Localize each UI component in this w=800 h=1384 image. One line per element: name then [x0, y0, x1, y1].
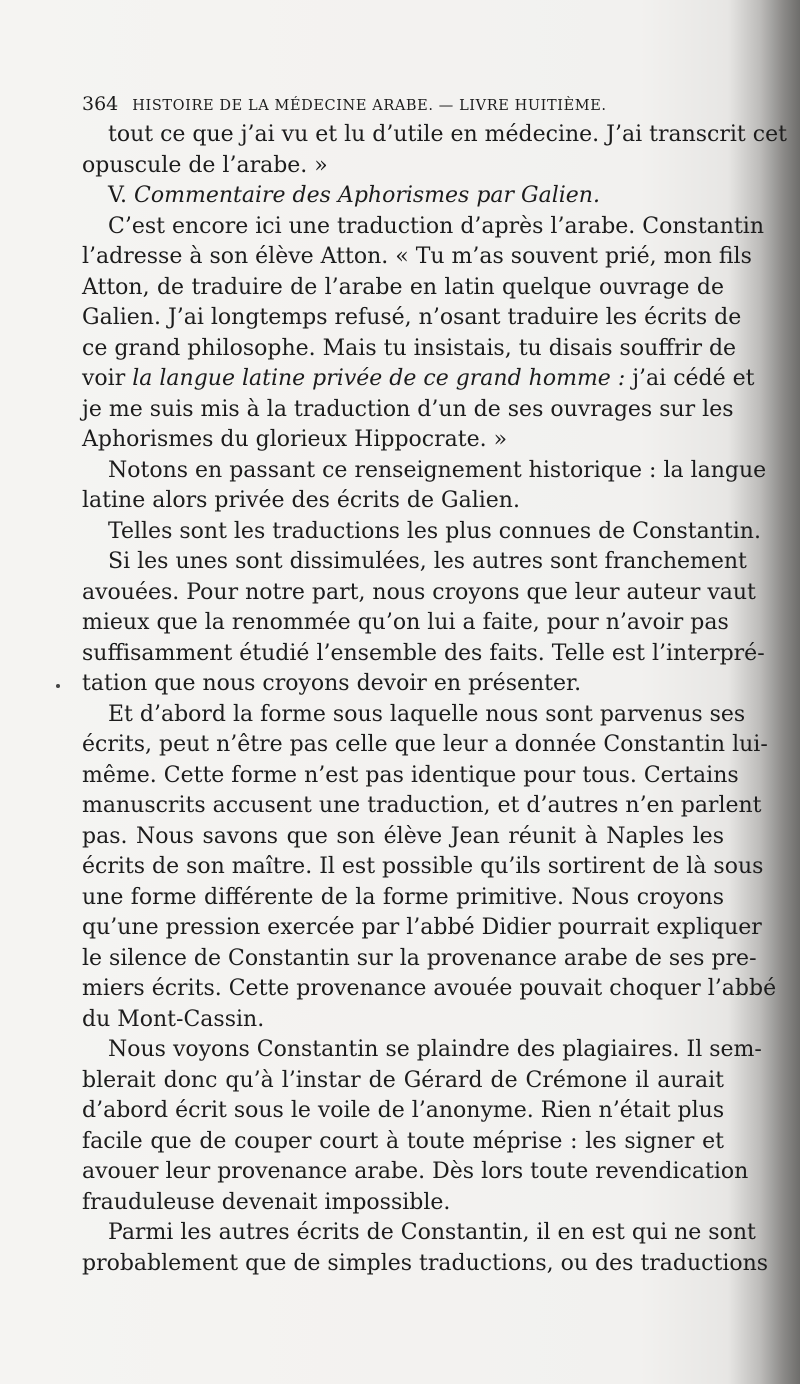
text-span: mieux que la renommée qu’on lui a faite, pour n’avoir pas [82, 610, 729, 635]
text-line [82, 883, 724, 914]
text-line [82, 242, 752, 273]
text-span: probablement que de simples traductions, ou des traductions [82, 1250, 769, 1276]
text-line [82, 913, 762, 944]
paragraph [82, 120, 787, 181]
text-span: Galien. J’ai longtemps refusé, n’osant traduire les écrits de [82, 305, 742, 330]
text-line [82, 700, 746, 731]
text-span: latine alors privée des écrits de Galien. [82, 488, 520, 513]
text-span: le silence de Constantin sur la provenance arabe de ses pre- [82, 945, 757, 971]
paragraph [82, 1218, 769, 1279]
text-line [82, 852, 764, 883]
text-span: Aphorismes du glorieux Hippocrate. » [82, 427, 508, 452]
running-title: HISTOIRE DE LA MÉDECINE ARABE. — LIVRE HUITIÈME. [132, 98, 607, 114]
text-span: écrits, peut n’être pas celle que leur a donnée Constantin lui- [82, 732, 768, 757]
text-line [82, 1218, 756, 1249]
text-span: Atton, de traduire de l’arabe en latin quelque ouvrage de [82, 274, 724, 300]
text-span: pas. Nous savons que son élève Jean réunit à Naples les [82, 823, 724, 849]
text-line [82, 1005, 724, 1036]
page-number: 364 [82, 93, 119, 115]
text-line [82, 1035, 762, 1066]
text-span: Notons en passant ce renseignement historique : la langue [108, 457, 767, 483]
text-span: avouer leur provenance arabe. Dès lors toute revendication [82, 1159, 749, 1184]
text-span: du Mont-Cassin. [82, 1006, 265, 1032]
text-span: ce grand philosophe. Mais tu insistais, tu disais souffrir de [82, 335, 737, 361]
text-line [82, 791, 762, 822]
text-line [82, 364, 755, 395]
text-span: frauduleuse devenait impossible. [82, 1189, 451, 1215]
text-span: manuscrits accusent une traduction, et d’autres n’en parlent [82, 793, 762, 818]
text-line [82, 212, 764, 243]
text-line [82, 1157, 749, 1188]
paragraph [82, 1035, 762, 1218]
body-text [82, 120, 787, 1279]
text-line [82, 1096, 724, 1127]
text-span: Nous voyons Constantin se plaindre des plagiaires. Il sem- [108, 1037, 762, 1062]
text-span: j’ai cédé et [625, 366, 755, 391]
text-span: Parmi les autres écrits de Constantin, il en est qui ne sont [108, 1220, 756, 1245]
text-span: suffisamment étudié l’ensemble des faits. Telle est l’interpré- [82, 640, 765, 666]
text-line [82, 303, 742, 334]
text-span: l’adresse à son élève Atton. « Tu m’as souvent prié, mon fils [82, 244, 752, 269]
text-line [82, 486, 724, 517]
paragraph [82, 181, 724, 212]
italic-span: la langue latine privée de ce grand homme : [132, 366, 626, 391]
text-line [82, 547, 747, 578]
text-span: miers écrits. Cette provenance avouée pouvait choquer l’abbé [82, 976, 777, 1001]
running-header [82, 88, 724, 120]
text-line [82, 425, 724, 456]
text-span: opuscule de l’arabe. » [82, 152, 328, 178]
text-span: d’abord écrit sous le voile de l’anonyme. Rien n’était plus [82, 1098, 725, 1123]
text-line [82, 822, 724, 853]
text-span: blerait donc qu’à l’instar de Gérard de Crémone il aurait [82, 1067, 724, 1093]
text-span: même. Cette forme n’est pas identique pour tous. Certains [82, 762, 739, 788]
text-line [82, 1127, 724, 1158]
text-line [82, 1066, 724, 1097]
text-line [82, 974, 777, 1005]
text-line [82, 669, 724, 700]
text-span: voir [82, 366, 133, 391]
text-span: Telles sont les traductions les plus connues de Constantin. [108, 518, 761, 544]
italic-span: Commentaire des Aphorismes par Galien. [134, 183, 600, 208]
text-line [82, 578, 756, 609]
paragraph [82, 547, 765, 700]
text-span: V. [108, 183, 135, 208]
text-block [82, 88, 787, 1279]
paragraph [82, 700, 777, 1036]
text-line [82, 181, 724, 212]
text-line [82, 1249, 769, 1280]
text-line [82, 151, 724, 182]
paragraph [82, 456, 767, 517]
text-span: qu’une pression exercée par l’abbé Didier pourrait expliquer [82, 915, 762, 940]
text-span: tation que nous croyons devoir en présenter. [82, 671, 582, 696]
paragraph [82, 517, 761, 548]
text-span: tout ce que j’ai vu et lu d’utile en médecine. J’ai transcrit cet [108, 122, 787, 147]
text-line [82, 1188, 724, 1219]
text-line [82, 517, 761, 548]
text-line [82, 273, 724, 304]
text-line [82, 608, 729, 639]
margin-mark [56, 684, 60, 688]
text-span: facile que de couper court à toute méprise : les signer et [82, 1128, 724, 1154]
text-line [82, 944, 757, 975]
text-line [82, 639, 765, 670]
text-span: avouées. Pour notre part, nous croyons que leur auteur vaut [82, 579, 756, 605]
text-span: une forme différente de la forme primitive. Nous croyons [82, 884, 724, 910]
text-line [82, 761, 739, 792]
text-span: C’est encore ici une traduction d’après l’arabe. Constantin [108, 213, 764, 239]
text-line [82, 120, 787, 151]
text-span: écrits de son maître. Il est possible qu’ils sortirent de là sous [82, 854, 764, 879]
text-span: je me suis mis à la traduction d’un de ses ouvrages sur les [82, 396, 734, 422]
text-line [82, 395, 734, 426]
text-line [82, 730, 768, 761]
text-line [82, 334, 737, 365]
text-span: Et d’abord la forme sous laquelle nous sont parvenus ses [108, 701, 746, 727]
text-line [82, 456, 767, 487]
text-span: Si les unes sont dissimulées, les autres sont franchement [108, 549, 747, 574]
paragraph [82, 212, 764, 456]
